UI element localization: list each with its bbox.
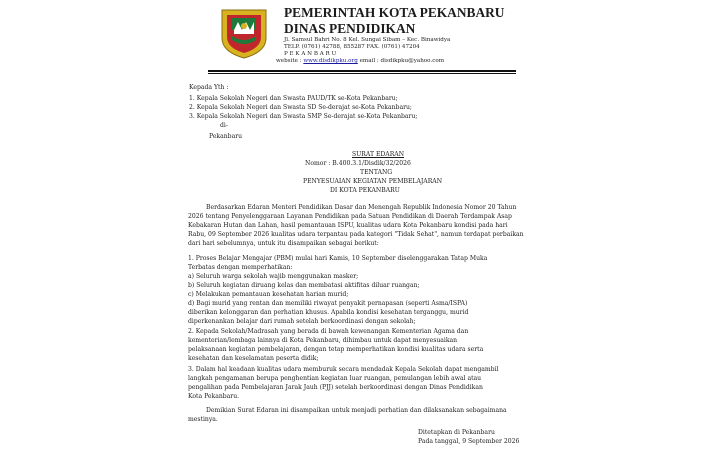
closing-line: mestinya. (188, 416, 218, 423)
letterhead-agency: DINAS PENDIDIKAN (284, 21, 416, 36)
document-about: TENTANG (360, 169, 393, 176)
point-3-line: pengalihan pada Pembelajaran Jarak Jauh (PJJ) setelah berkoordinasi dengan Dinas Pendidikan (188, 384, 483, 391)
point-1-line: d) Bagi murid yang rentan dan memiliki riwayat penyakit pernapasan (seperti Asma/ISPA) (188, 300, 468, 307)
point-3-line: Kota Pekanbaru. (188, 393, 240, 400)
closing-line: Demikian Surat Edaran ini disampaikan untuk menjadi perhatian dan dilaksanakan sebagaimana (206, 407, 507, 414)
recipient-place: Pekanbaru (209, 133, 243, 140)
point-2-line: pelaksanaan kegiatan pembelajaran, dengan tetap memperhatikan kondisi kualitas udara serta (188, 346, 484, 353)
signature-date: Pada tanggal, 9 September 2026 (418, 438, 520, 445)
signature-place: Ditetapkan di Pekanbaru (418, 429, 495, 436)
document-subject: PENYESUAIAN KEGIATAN PEMBELAJARAN (303, 178, 443, 185)
point-1-line: Terbatas dengan memperhatikan: (188, 264, 293, 271)
body-paragraph-line: 2026 tentang Penyelenggaraan Layanan Pendidikan pada Satuan Pendidikan di Daerah Terdampak Asap (188, 213, 512, 220)
body-paragraph-line: Kebakaran Hutan dan Lahan, hasil pemantauan ISPU, kualitas udara Kota Pekanbaru kondisi pada hari (188, 222, 508, 229)
body-paragraph-line: dari hari sebelumnya, untuk itu disampaikan sebagai berikut: (188, 240, 379, 247)
point-3-line: langkah pengamanan berupa penghentian kegiatan luar ruangan, pemulangan lebih awal atau (188, 375, 482, 382)
letterhead-divider (208, 70, 516, 72)
body-paragraph-line: Berdasarkan Edaran Menteri Pendidikan Dasar dan Menengah Republik Indonesia Nomor 20 Tahun (206, 204, 517, 211)
letterhead-city: P E K A N B A R U (284, 51, 337, 57)
point-1-line: b) Seluruh kegiatan diruang kelas dan membatasi aktifitas diluar ruangan; (188, 282, 420, 289)
point-3-line: 3. Dalam hal keadaan kualitas udara memburuk secara mendadak Kepala Sekolah dapat mengambil (188, 366, 499, 373)
recipient-intro: Kepada Yth : (189, 84, 229, 91)
letterhead-address: Jl. Samsul Bahri No. 8 Kel. Sungai Sibam – Kec. Binawidya (284, 37, 451, 43)
recipient-item: 1. Kepala Sekolah Negeri dan Swasta PAUD/TK se-Kota Pekanbaru; (189, 95, 398, 102)
point-2-line: kementerian/lembaga lainnya di Kota Pekanbaru, dihimbau untuk dapat menyesuaikan (188, 337, 458, 344)
point-1-line: a) Seluruh warga sekolah wajib menggunakan masker; (188, 273, 359, 280)
point-1-line: 1. Proses Belajar Mengajar (PBM) mulai hari Kamis, 10 September diselenggarakan Tatap Muka (188, 255, 488, 262)
point-1-line: c) Melakukan pemantauan kesehatan harian murid; (188, 291, 349, 298)
point-1-line: diberikan kelonggaran dan perhatian khusus. Apabila kondisi kesehatan terganggu, murid (188, 309, 469, 316)
website-link[interactable]: www.disdikpku.org (303, 58, 358, 64)
letterhead-divider-thin (208, 73, 516, 74)
point-1-line: diperkenankan belajar dari rumah setelah berkoordinasi dengan sekolah; (188, 318, 416, 325)
letterhead-government: PEMERINTAH KOTA PEKANBARU (284, 5, 505, 20)
point-2-line: 2. Kepada Sekolah/Madrasah yang berada di bawah kewenangan Kementerian Agama dan (188, 328, 469, 335)
recipient-item: 3. Kepala Sekolah Negeri dan Swasta SMP Se-derajat se-Kota Pekanbaru; (189, 113, 418, 120)
recipient-di: di- (220, 122, 228, 129)
letterhead-contact: website : www.disdikpku.org email : disdikpku@yahoo.com (276, 58, 445, 64)
document-number: Nomor : B.400.3.1/Disdik/32/2026 (305, 160, 411, 167)
letterhead-phone: TELP. (0761) 42788, 855287 FAX. (0761) 47204 (284, 44, 420, 50)
city-emblem-logo (216, 4, 272, 60)
body-paragraph-line: Rabu, 09 September 2026 kualitas udara terpantau pada kategori "Tidak Sehat", namun terdapat perbaikan (188, 231, 524, 238)
recipient-item: 2. Kepala Sekolah Negeri dan Swasta SD Se-derajat se-Kota Pekanbaru; (189, 104, 412, 111)
point-2-line: kesehatan dan keselamatan peserta didik; (188, 355, 319, 362)
document-heading: SURAT EDARAN (352, 151, 405, 158)
document-subject-location: DI KOTA PEKANBARU (330, 187, 400, 194)
